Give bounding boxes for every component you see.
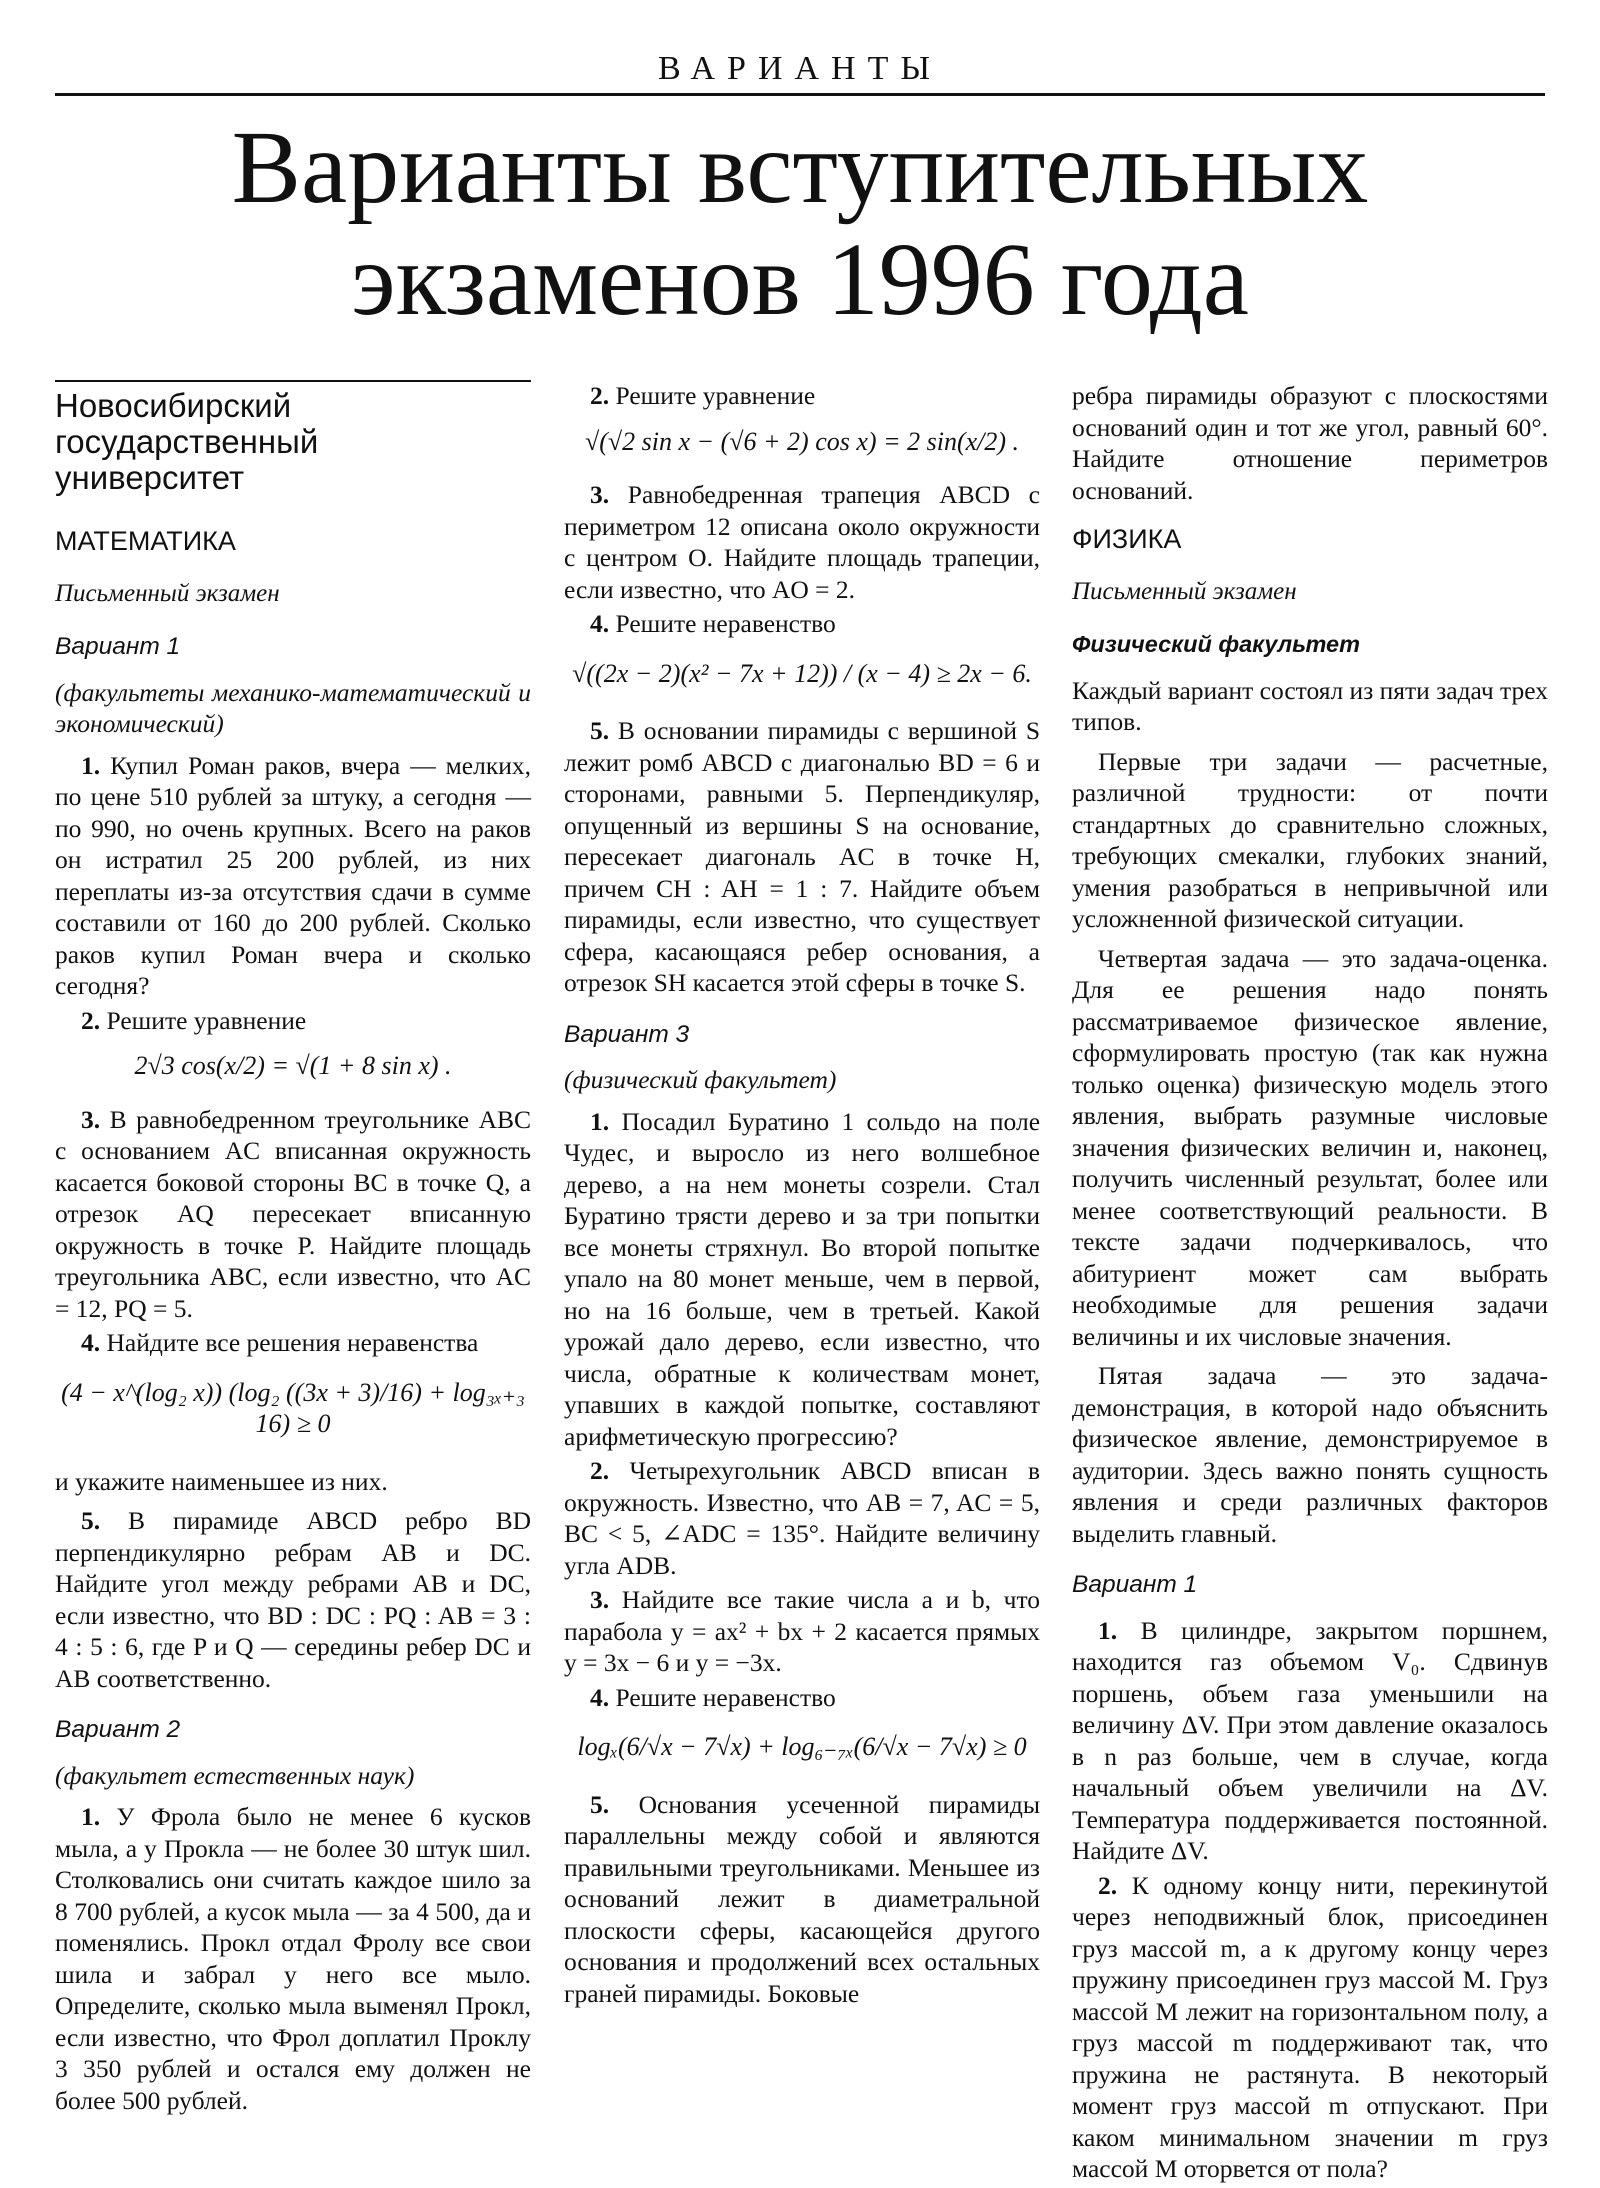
problem-number: 5. [81,1506,101,1535]
problem [564,1789,1040,2010]
variant-heading: Вариант 1 [1072,1571,1198,1598]
problem [1072,1615,1548,1867]
problem-text: Основания усеченной пирамиды параллельны между собой и являются правильными треугольниками. Меньшее из оснований лежит в диаметральной плоскости сферы, касающейся другого основания и продолжений всех остальных граней пирамиды. Боковые [564,1789,1040,2008]
column-2 [564,380,1040,2012]
problem-text: Посадил Буратино 1 сольдо на поле Чудес, и выросло из него волшебное дерево, а на нем монеты созрели. Стал Буратино трясти дерево и за три попытки все монеты стряхнул. Во второй попытке упало на 80 монет меньше, чем в первой, но на 16 больше, чем в третьей. Какой урожай дало дерево, если известно, что числа, обратные к количествам монет, упавших в каждой попытке, составляют арифметическую прогрессию? [564,1106,1041,1451]
problem [564,479,1040,605]
variant-heading: Вариант 2 [55,1716,181,1743]
problem-number: 3. [590,480,610,509]
problem-text: Найдите все такие числа a и b, что парабола y = ax² + bx + 2 касается прямых y = 3x − 6 и y = −3x. [564,1585,1041,1677]
page-title [0,112,1600,336]
problem-text: Равнобедренная трапеция ABCD с периметром 12 описана около окружности с центром O. Найдите площадь трапеции, если известно, что AO = 2. [564,480,1041,604]
problem [564,608,1040,640]
problem [55,1327,531,1359]
problem-number: 2. [590,381,610,410]
problem-text: Четырехугольник ABCD вписан в окружность. Известно, что AB = 7, AC = 5, BC < 5, ∠ADC = 135°. Найдите величину угла ADB. [564,1456,1040,1580]
problem-text: Решите неравенство [615,1682,836,1712]
formula: √(√2 sin x − (√6 + 2) cos x) = 2 sin(x/2) . [584,426,1020,456]
problem-text: К одному концу нити, перекинутой через неподвижный блок, присоединен груз массой m, а к другому концу через пружину присоединен груз массой M. Груз массой M лежит на горизонтальном полу, а груз массой m поддерживают так, что пружина не растянута. В некоторый момент груз массой m отпускают. При каком минимальном значении m груз массой M оторвется от пола? [1072,1870,1549,2183]
problem [564,1682,1040,1714]
variant-heading: Вариант 1 [55,633,181,660]
problem-number: 3. [590,1585,610,1614]
intro-paragraph: Каждый вариант состоял из пяти задач трех типов. [1072,675,1548,736]
faculty-heading: Физический факультет [1072,631,1360,657]
problem [1072,1870,1548,2185]
page-title-line-2: экзаменов 1996 года [351,222,1249,337]
problem-number: 4. [81,1328,101,1357]
subject-heading: ФИЗИКА [1072,524,1182,554]
university-name-line: университет [55,459,245,496]
problem-text: В основании пирамиды с вершиной S лежит ромб ABCD с диагональю BD = 6 и сторонами, равными 5. Перпендикуляр, опущенный из вершины S на основание, пересекает диагональ AC в точке H, причем CH : AH = 1 : 7. Найдите объем пирамиды, если известно, что существует сфера, касающаяся ребер основания, а отрезок SH касается этой сферы в точке S. [564,716,1040,997]
problem-number: 5. [590,1789,610,1819]
exam-type: Письменный экзамен [55,579,280,607]
problem-number: 4. [590,609,610,638]
problem-number: 2. [590,1456,610,1485]
variant-note: (физический факультет) [564,1065,837,1094]
variant-note: (факультеты механико-математический и экономический) [55,677,531,738]
university-name-line: Новосибирский [55,387,292,424]
problem-text: Решите неравенство [615,609,836,638]
problem-text: У Фрола было не менее 6 кусков мыла, а у Прокла — не более 30 штук шил. Столковались они считать каждое шило за 8 700 рублей, а кусок мыла — за 4 500, да и поменялись. Прокл отдал Фролу все свои шила и забрал у него все мыло. Определите, сколько мыла выменял Прокл, если известно, что Фрол доплатил Проклу 3 350 рублей и остался ему должен не более 500 рублей. [55,1802,532,2115]
intro-paragraph: Четвертая задача — это задача-оценка. Для ее решения надо понять рассматриваемое физическое явление, сформулировать простую (так как нужна только оценка) физическую модель этого явления, выбрать разумные числовые значения физических величин и, наконец, получить численный результат, более или менее соответствующий реальности. В тексте задачи подчеркивалось, что абитуриент может сам выбрать необходимые для решения задачи величины и их числовые значения. [1072,943,1548,1351]
problem-text: Решите уравнение [106,1005,307,1035]
problem-number: 3. [81,1104,101,1134]
problem-number: 5. [590,716,610,745]
running-head: ВАРИАНТЫ [657,50,943,87]
intro-paragraph: Пятая задача — это задача-демонстрация, в которой надо объяснить физическое явление, демонстрируемое в аудитории. Здесь важно понять сущность явления и среди различных факторов выделить главный. [1072,1361,1548,1548]
exam-type: Письменный экзамен [1072,577,1297,605]
problem-number: 1. [81,750,101,780]
formula: 2√3 cos(x/2) = √(1 + 8 sin x) . [134,1051,452,1080]
problem-continuation: и укажите наименьшее из них. [55,1466,388,1496]
subject-heading: МАТЕМАТИКА [55,526,236,556]
variant-heading: Вариант 3 [564,1020,690,1048]
problem-number: 1. [1098,1615,1118,1645]
problem-number: 2. [1098,1870,1118,1900]
header-rule [55,93,1545,96]
problem-number: 1. [590,1106,610,1136]
problem [55,1801,531,2116]
problem [564,1455,1040,1581]
university-rule [55,380,531,382]
problem [564,715,1040,999]
problem-number: 2. [81,1005,101,1035]
problem-continuation: ребра пирамиды образуют с плоскостями оснований один и тот же угол, равный 60°. Найдите отношение периметров оснований. [1072,381,1548,505]
problem [564,1106,1040,1453]
problem-number: 1. [81,1802,101,1831]
formula: √((2x − 2)(x² − 7x + 12)) / (x − 4) ≥ 2x − 6. [572,658,1032,688]
university-name [55,388,531,496]
university-name-line: государственный [55,423,319,460]
problem-text: В равнобедренном треугольнике ABC с основанием AC вписанная окружность касается боковой стороны BC в точке Q, а отрезок AQ пересекает вписанную окружность в точке P. Найдите площадь треугольника ABC, если известно, что AC = 12, PQ = 5. [55,1104,531,1323]
problem-text: Найдите все решения неравенства [106,1328,479,1357]
variant-note: (факультет естественных наук) [55,1760,415,1790]
formula: logₓ(6/√x − 7√x) + log₆₋₇ₓ(6/√x − 7√x) ≥ 0 [577,1732,1027,1761]
problem [55,1505,531,1694]
spacer [1072,514,1548,524]
problem [55,1104,531,1325]
problem [564,380,1040,412]
problem-text: В пирамиде ABCD ребро BD перпендикулярно ребрам AB и DC. Найдите угол между ребрами AB и DC, если известно, что BD : DC : PQ : AB = 3 : 4 : 5 : 6, где P и Q — середины ребер DC и AB соответственно. [55,1506,531,1693]
problem-text: Решите уравнение [615,381,816,410]
problem [564,1584,1040,1679]
problem-number: 4. [590,1682,610,1712]
problem-text: Купил Роман раков, вчера — мелких, по цене 510 рублей за штуку, а сегодня — по 990, но очень крупных. Всего на раков он истратил 25 200 рублей, из них переплаты из-за отсутствия сдачи в сумме составили от 160 до 200 рублей. Сколько раков купил Роман вчера и сколько сегодня? [55,750,532,1000]
column-1 [55,380,531,2119]
column-3 [1072,380,1548,2188]
formula: (4 − x^(log₂ x)) (log₂ ((3x + 3)/16) + log₃ₓ₊₃ 16) ≥ 0 [61,1377,525,1438]
page-title-line-1: Варианты вступительных [231,110,1369,225]
intro-paragraph: Первые три задачи — расчетные, различной трудности: от почти стандартных до сравнительно сложных, требующих смекалки, глубоких знаний, умения разобраться в непривычной или усложненной физической ситуации. [1072,746,1548,933]
problem [55,750,531,1002]
problem [55,1005,531,1037]
problem-text: В цилиндре, закрытом поршнем, находится газ объемом V₀. Сдвинув поршень, объем газа уменьшили на величину ΔV. При этом давление оказалось в n раз больше, чем в случае, когда начальный объем увеличили на ΔV. Температура поддерживается постоянной. Найдите ΔV. [1072,1615,1548,1865]
